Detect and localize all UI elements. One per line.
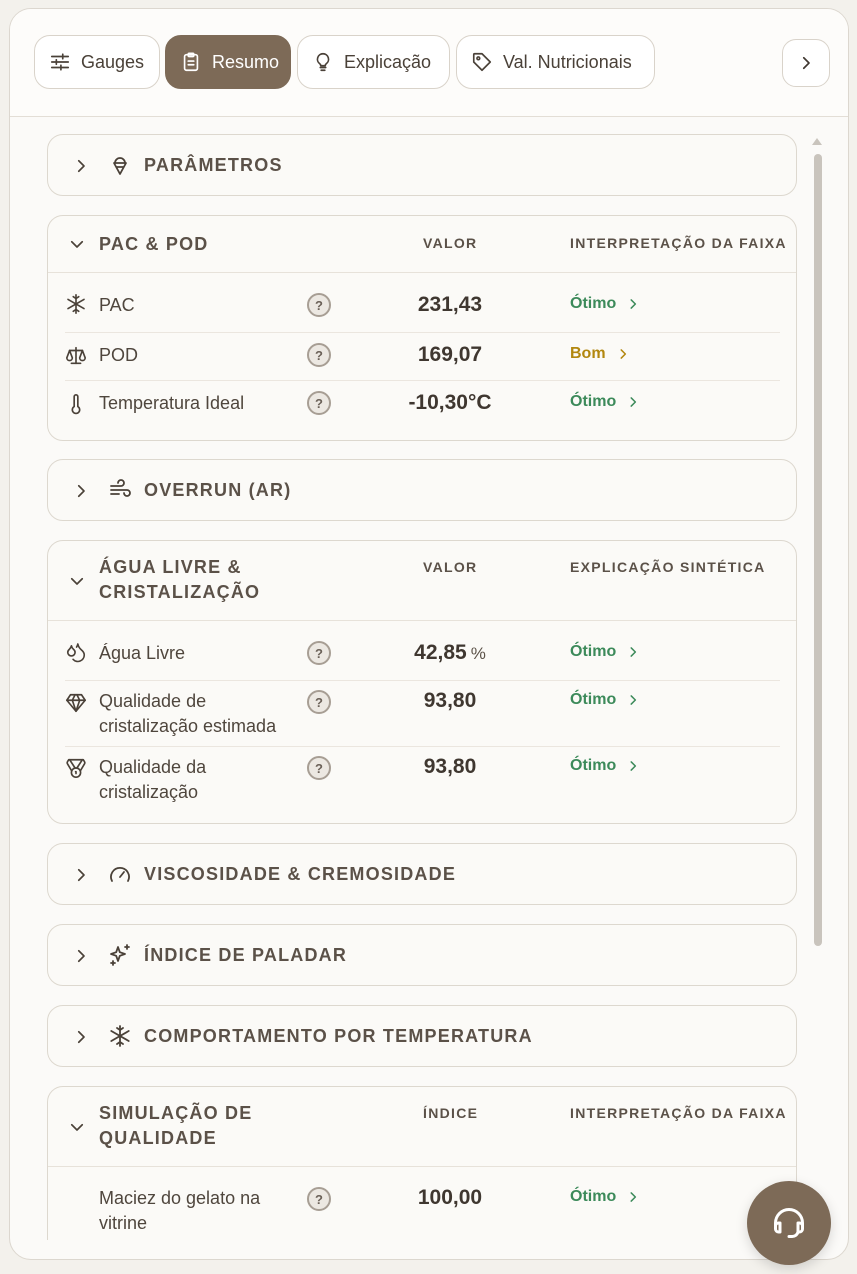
help-icon[interactable]: ? (307, 391, 331, 415)
chevron-right-icon (616, 347, 630, 361)
status-link[interactable] (570, 393, 640, 411)
row-label: Maciez do gelato na (99, 1188, 261, 1208)
tab-bar (10, 9, 848, 117)
row-value (355, 641, 545, 665)
chevron-down-icon (68, 572, 86, 590)
section-title: PAC & POD (99, 234, 209, 254)
chevron-right-icon (626, 1190, 640, 1204)
row-label: Temperatura Ideal (99, 393, 245, 413)
row-value: 93,80 (423, 755, 477, 778)
tab-val-nutricionais[interactable] (456, 35, 655, 89)
tab-label: Explicação (344, 51, 432, 72)
status-text: Ótimo (570, 1188, 617, 1205)
chevron-right-icon (626, 297, 640, 311)
scrollbar-thumb[interactable] (814, 154, 822, 946)
chevron-right-icon (626, 645, 640, 659)
row-label: Água Livre (99, 643, 186, 663)
tag-icon (471, 51, 493, 73)
column-header-index: ÍNDICE (423, 1105, 479, 1121)
section-title: OVERRUN (AR) (144, 480, 292, 500)
scale-icon (65, 345, 87, 367)
snowflake-icon (65, 293, 87, 315)
section-title: VISCOSIDADE & CREMOSIDADE (144, 864, 457, 884)
tab-explicacao[interactable] (297, 35, 450, 89)
ice-cream-icon (108, 153, 132, 177)
status-link[interactable] (570, 1188, 640, 1206)
table-row (65, 381, 780, 429)
chevron-right-icon (797, 54, 815, 72)
row-value: 100,00 (417, 1186, 483, 1209)
row-label: POD (99, 345, 139, 365)
section-title: ÍNDICE DE PALADAR (144, 945, 348, 965)
section-simulacao (47, 1086, 797, 1240)
section-viscosidade[interactable] (47, 843, 797, 905)
column-header-value: VALOR (423, 559, 478, 575)
section-title: PARÂMETROS (144, 155, 283, 175)
section-header[interactable] (48, 541, 796, 621)
chevron-right-icon (72, 1026, 90, 1048)
column-header-interpretation: INTERPRETAÇÃO DA FAIXA (570, 1105, 787, 1121)
chevron-right-icon (72, 480, 90, 502)
row-label: PAC (99, 295, 135, 315)
table-row (65, 681, 780, 747)
row-label: cristalização (99, 782, 199, 802)
table-row (65, 1167, 780, 1240)
scrollbar[interactable] (812, 150, 822, 950)
tabs-next-button[interactable] (782, 39, 830, 87)
headset-icon (771, 1205, 807, 1241)
help-icon[interactable]: ? (307, 756, 331, 780)
value-number: 42,85 (414, 641, 467, 664)
section-title: ÁGUA LIVRE & (99, 557, 242, 577)
section-overrun[interactable] (47, 459, 797, 521)
chevron-down-icon (68, 235, 86, 253)
section-agua-livre (47, 540, 797, 824)
status-text: Ótimo (570, 757, 617, 774)
chevron-right-icon (72, 864, 90, 886)
sliders-icon (49, 51, 71, 73)
chevron-right-icon (626, 693, 640, 707)
lightbulb-icon (312, 51, 334, 73)
status-text: Ótimo (570, 643, 617, 660)
row-value: 93,80 (423, 689, 477, 712)
medal-icon (65, 757, 87, 779)
table-row (65, 333, 780, 381)
row-value: 169,07 (417, 343, 483, 366)
value-unit: % (470, 644, 486, 663)
help-icon[interactable]: ? (307, 343, 331, 367)
app-frame (9, 8, 849, 1260)
support-button[interactable] (747, 1181, 831, 1265)
row-label: cristalização estimada (99, 716, 277, 736)
chevron-right-icon (72, 155, 90, 177)
column-header-value: VALOR (423, 235, 478, 251)
help-icon[interactable]: ? (307, 293, 331, 317)
column-header-interpretation: INTERPRETAÇÃO DA FAIXA (570, 235, 787, 251)
section-parametros[interactable] (47, 134, 797, 196)
snowflake-icon (108, 1024, 132, 1048)
status-text: Ótimo (570, 295, 617, 312)
chevron-right-icon (626, 395, 640, 409)
content-scroll-area[interactable] (10, 118, 848, 1240)
status-link[interactable] (570, 345, 630, 363)
tab-label: Gauges (81, 51, 145, 72)
status-link[interactable] (570, 691, 640, 709)
clipboard-icon (180, 51, 202, 73)
row-value: 231,43 (417, 293, 483, 316)
chevron-right-icon (626, 759, 640, 773)
status-text: Ótimo (570, 691, 617, 708)
section-title: CRISTALIZAÇÃO (99, 582, 261, 602)
section-title: SIMULAÇÃO DE (99, 1103, 253, 1123)
status-link[interactable] (570, 643, 640, 661)
help-icon[interactable]: ? (307, 641, 331, 665)
sparkles-icon (108, 943, 132, 967)
section-header[interactable] (48, 1087, 796, 1167)
table-row (65, 747, 780, 813)
table-row (65, 273, 780, 333)
scroll-up-arrow-icon[interactable] (812, 138, 822, 145)
column-header-explanation: EXPLICAÇÃO SINTÉTICA (570, 559, 766, 575)
droplets-icon (65, 641, 87, 663)
table-row (65, 621, 780, 681)
row-label: Qualidade da (99, 757, 207, 777)
thermometer-icon (65, 393, 87, 415)
chevron-right-icon (72, 945, 90, 967)
help-icon[interactable]: ? (307, 690, 331, 714)
section-temperatura[interactable] (47, 1005, 797, 1067)
tab-label: Val. Nutricionais (503, 51, 632, 72)
section-pac-pod (47, 215, 797, 441)
status-text: Ótimo (570, 393, 617, 410)
row-label: Qualidade de (99, 691, 207, 711)
help-icon[interactable]: ? (307, 1187, 331, 1211)
tab-resumo[interactable] (165, 35, 291, 89)
tab-label: Resumo (212, 51, 280, 72)
gauge-icon (108, 862, 132, 886)
gem-icon (65, 692, 87, 714)
section-title: QUALIDADE (99, 1128, 217, 1148)
section-paladar[interactable] (47, 924, 797, 986)
wind-icon (108, 478, 132, 502)
status-text: Bom (570, 345, 606, 362)
section-header[interactable] (48, 216, 796, 273)
status-link[interactable] (570, 295, 640, 313)
chevron-down-icon (68, 1118, 86, 1136)
row-value: -10,30°C (408, 391, 492, 414)
row-label: vitrine (99, 1213, 148, 1233)
section-title: COMPORTAMENTO POR TEMPERATURA (144, 1026, 533, 1046)
tab-gauges[interactable] (34, 35, 160, 89)
status-link[interactable] (570, 757, 640, 775)
